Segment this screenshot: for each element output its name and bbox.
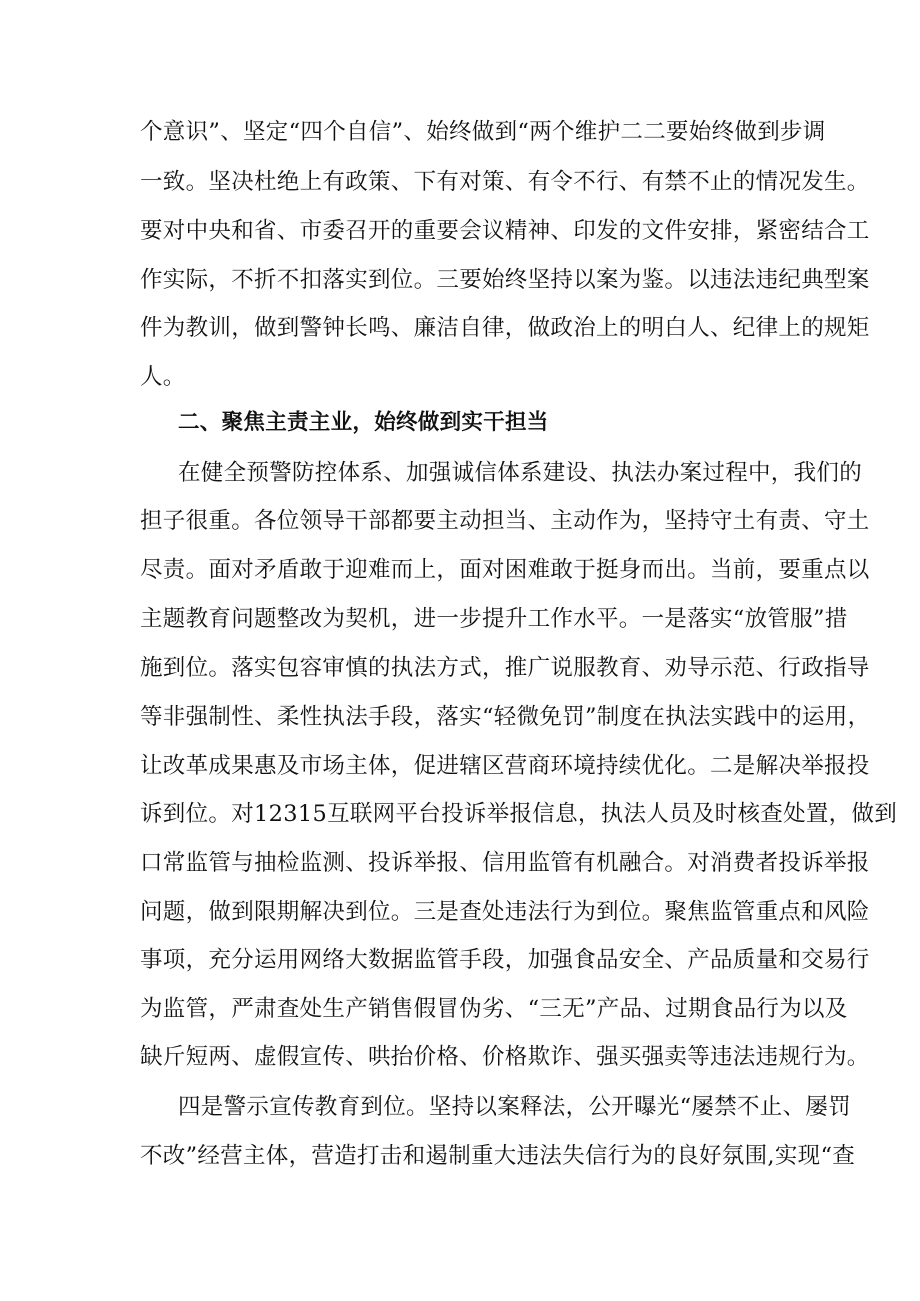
text-line: 人。 [140,364,186,390]
text-line: 等非强制性、柔性执法手段，落实“轻微免罚”制度在执法实践中的运用， [140,704,871,730]
text-line: 为监管，严肃查处生产销售假冒伪劣、“三无”产品、过期食品行为以及 [140,996,848,1022]
section-heading: 二、聚焦主责主业，始终做到实干担当 [178,410,549,435]
text-line: 不改”经营主体，营造打击和遏制重大违法失信行为的良好氛围,实现“查 [140,1143,856,1169]
text-line: 主题教育问题整改为契机，进一步提升工作水平。一是落实“放管服”措 [140,606,848,632]
text-line: 个意识”、坚定“四个自信”、始终做到“两个维护二二要始终做到步调 [140,119,826,145]
text-line: 口常监管与抽检监测、投诉举报、信用监管有机融合。对消费者投诉举报 [140,850,870,876]
text-line: 四是警示宣传教育到位。坚持以案释法，公开曝光“屡禁不止、屡罚 [178,1094,852,1120]
text-line: 诉到位。对12315互联网平台投诉举报信息，执法人员及时核查处置，做到 [140,801,898,827]
text-line: 一致。坚决杜绝上有政策、下有对策、有令不行、有禁不止的情况发生。 [140,169,870,195]
text-line: 让改革成果惠及市场主体，促进辖区营商环境持续优化。二是解决举报投 [140,753,870,779]
text-line: 件为教训，做到警钟长鸣、廉洁自律，做政治上的明白人、纪律上的规矩 [140,315,870,341]
text-line: 担子很重。各位领导干部都要主动担当、主动作为，坚持守土有责、守土 [140,508,870,534]
text-line: 在健全预警防控体系、加强诚信体系建设、执法办案过程中，我们的 [178,460,863,486]
text-line: 尽责。面对矛盾敢于迎难而上，面对困难敢于挺身而出。当前，要重点以 [140,557,870,583]
text-line: 作实际，不折不扣落实到位。三要始终坚持以案为鉴。以违法违纪典型案 [140,267,870,293]
text-line: 事项，充分运用网络大数据监管手段，加强食品安全、产品质量和交易行 [140,947,870,973]
text-line: 施到位。落实包容审慎的执法方式，推广说服教育、劝导示范、行政指导 [140,655,870,681]
text-line: 问题，做到限期解决到位。三是查处违法行为到位。聚焦监管重点和风险 [140,899,870,925]
text-line: 缺斤短两、虚假宣传、哄抬价格、价格欺诈、强买强卖等违法违规行为。 [140,1044,870,1070]
text-line: 要对中央和省、市委召开的重要会议精神、印发的文件安排，紧密结合工 [140,218,870,244]
